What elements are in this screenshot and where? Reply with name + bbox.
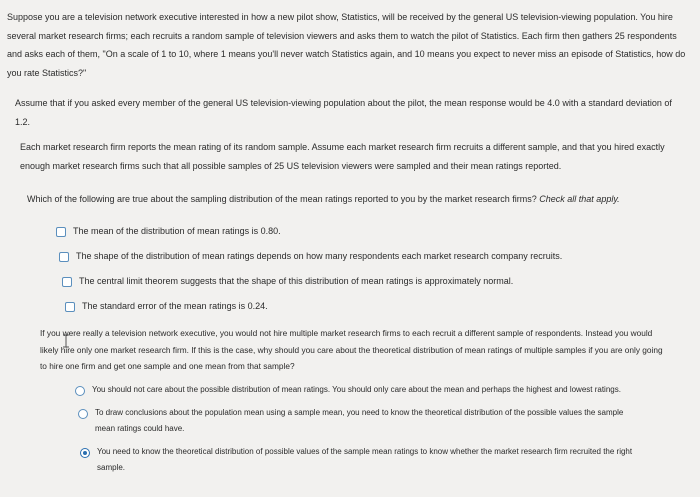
radio-button-selected[interactable] xyxy=(80,448,90,458)
question2-prompt xyxy=(40,325,670,375)
checkbox-label: The mean of the distribution of mean ratings is 0.80. xyxy=(73,226,281,237)
question1-instruction: Check all that apply. xyxy=(539,194,620,204)
question1-text: Which of the following are true about the sampling distribution of the mean ratings reported to you by the market research firms? xyxy=(27,194,537,204)
text-cursor-icon xyxy=(62,334,70,348)
checkbox[interactable] xyxy=(59,252,69,262)
radio-option-2[interactable] xyxy=(78,405,655,437)
radio-option-3[interactable] xyxy=(80,444,655,476)
checkbox[interactable] xyxy=(65,302,75,312)
checkbox-label: The shape of the distribution of mean ratings depends on how many respondents each market research company recruits. xyxy=(76,251,563,262)
checkbox[interactable] xyxy=(56,227,66,237)
radio-label: You need to know the theoretical distribution of possible values of the sample mean ratings to know whether the market research firm recruited the right sample. xyxy=(97,447,633,472)
intro-text: Suppose you are a television network executive interested in how a new pilot show, Statistics, will be received by the general US television-viewing population. You hire several market research firms; each recruits a random sample of television viewers and asks them to watch the pilot of Statistics. Each firm then gathers 25 respondents and asks each of them, "On a scale of 1 to 10, where 1 means you'll never watch Statistics again, and 10 means you expect to never miss an episode of Statistics, how do you rate Statistics?" xyxy=(7,12,686,78)
checkbox-label: The standard error of the mean ratings is 0.24. xyxy=(82,301,268,312)
question1-options xyxy=(56,219,676,319)
intro-paragraph xyxy=(7,8,687,82)
checkbox[interactable] xyxy=(62,277,72,287)
radio-button[interactable] xyxy=(78,409,88,419)
assumption-text: Assume that if you asked every member of the general US television-viewing population about the pilot, the mean response would be 4.0 with a standard deviation of 1.2. xyxy=(15,98,672,127)
each-firm-text: Each market research firm reports the mean rating of its random sample. Assume each market research firm recruits a different sample, and that you hired exactly enough market research firms such that all possible samples of 25 US television viewers were sampled and their mean ratings reported. xyxy=(20,142,665,171)
checkbox-option-4[interactable] xyxy=(65,294,685,319)
question2-text: If you were really a television network executive, you would not hire multiple market research firms to each recruit a different sample of respondents. Instead you would likely hire only one market research firm. If this is the case, why should you care about the theoretical distribution of mean ratings of multiple samples if you are only going to hire one firm and get one sample and one mean from that sample? xyxy=(40,328,663,371)
checkbox-option-1[interactable] xyxy=(56,219,676,244)
checkbox-option-3[interactable] xyxy=(62,269,682,294)
radio-label: You should not care about the possible distribution of mean ratings. You should only care about the mean and perhaps the highest and lowest ratings. xyxy=(92,385,621,394)
checkbox-option-2[interactable] xyxy=(59,244,679,269)
radio-button[interactable] xyxy=(75,386,85,396)
question2-options xyxy=(75,382,655,483)
each-firm-paragraph xyxy=(20,138,685,175)
assumption-paragraph xyxy=(15,94,685,131)
radio-option-1[interactable] xyxy=(75,382,655,398)
radio-label: To draw conclusions about the population mean using a sample mean, you need to know the theoretical distribution of the possible values the sample mean ratings could have. xyxy=(95,408,624,433)
question1-prompt xyxy=(27,190,687,209)
checkbox-label: The central limit theorem suggests that the shape of this distribution of mean ratings is approximately normal. xyxy=(79,276,514,287)
